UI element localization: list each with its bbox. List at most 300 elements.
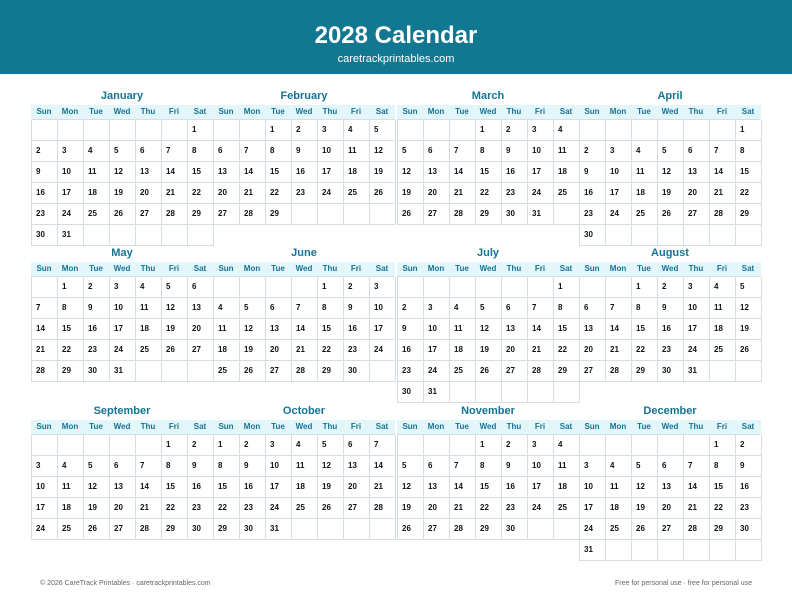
- weekday-label: Wed: [295, 107, 313, 116]
- day-cell: 13: [684, 162, 710, 183]
- weekday-label: Thu: [506, 264, 522, 273]
- day-cell: 3: [32, 456, 58, 477]
- empty-day-cell: [554, 519, 580, 540]
- empty-day-cell: [632, 540, 658, 561]
- day-cell: 3: [318, 120, 344, 141]
- empty-day-cell: [528, 277, 554, 298]
- empty-day-cell: [658, 435, 684, 456]
- day-cell: 29: [476, 519, 502, 540]
- day-cell: 22: [266, 183, 292, 204]
- day-cell: 3: [606, 141, 632, 162]
- day-cell: 12: [370, 141, 396, 162]
- empty-day-cell: [240, 120, 266, 141]
- weekday-label: Mon: [427, 107, 445, 116]
- day-cell: 7: [528, 298, 554, 319]
- day-cell: 25: [344, 183, 370, 204]
- day-cell: 2: [580, 141, 606, 162]
- day-cell: 21: [606, 340, 632, 361]
- day-cell: 6: [110, 456, 136, 477]
- empty-day-cell: [58, 120, 84, 141]
- empty-day-cell: [684, 120, 710, 141]
- day-cell: 18: [84, 183, 110, 204]
- weekday-header-row: [579, 105, 761, 119]
- weekday-label: Thu: [688, 422, 704, 431]
- weekday-label: Sun: [36, 107, 52, 116]
- month-title: February: [280, 90, 328, 102]
- day-cell: 2: [502, 120, 528, 141]
- day-cell: 11: [632, 162, 658, 183]
- weekday-label: Sun: [402, 422, 418, 431]
- weekday-header-row: [31, 262, 213, 276]
- day-cell: 13: [658, 477, 684, 498]
- day-cell: 11: [292, 456, 318, 477]
- day-cell: 28: [528, 361, 554, 382]
- empty-day-cell: [684, 225, 710, 246]
- day-cell: 13: [344, 456, 370, 477]
- day-cell: 11: [554, 456, 580, 477]
- empty-day-cell: [450, 435, 476, 456]
- day-cell: 4: [136, 277, 162, 298]
- day-cell: 17: [370, 319, 396, 340]
- weekday-label: Tue: [89, 264, 103, 273]
- weekday-label: Fri: [534, 264, 546, 273]
- empty-day-cell: [344, 519, 370, 540]
- weekday-header-row: [579, 420, 761, 434]
- day-cell: 23: [658, 340, 684, 361]
- day-cell: 17: [528, 162, 554, 183]
- day-cell: 16: [188, 477, 214, 498]
- day-cell: 1: [736, 120, 762, 141]
- weekday-label: Thu: [140, 422, 156, 431]
- weekday-label: Tue: [637, 264, 651, 273]
- weekday-label: Mon: [609, 422, 627, 431]
- day-cell: 24: [606, 204, 632, 225]
- month-march: [397, 87, 579, 225]
- weekday-label: Tue: [89, 107, 103, 116]
- weekday-label: Sun: [584, 264, 600, 273]
- day-cell: 16: [502, 162, 528, 183]
- day-cell: 20: [684, 183, 710, 204]
- day-cell: 26: [84, 519, 110, 540]
- day-cell: 3: [424, 298, 450, 319]
- day-cell: 12: [318, 456, 344, 477]
- day-cell: 5: [658, 141, 684, 162]
- day-cell: 18: [58, 498, 84, 519]
- day-cell: 24: [266, 498, 292, 519]
- day-cell: 7: [162, 141, 188, 162]
- day-cell: 25: [554, 498, 580, 519]
- weekday-label: Thu: [506, 422, 522, 431]
- day-cell: 20: [188, 319, 214, 340]
- day-cell: 31: [684, 361, 710, 382]
- day-cell: 29: [710, 519, 736, 540]
- day-cell: 15: [476, 162, 502, 183]
- day-cell: 19: [632, 498, 658, 519]
- empty-day-cell: [710, 361, 736, 382]
- empty-day-cell: [606, 277, 632, 298]
- weekday-label: Sun: [218, 422, 234, 431]
- month-title: April: [657, 90, 683, 102]
- day-cell: 20: [344, 477, 370, 498]
- weekday-label: Sun: [36, 422, 52, 431]
- day-cell: 12: [632, 477, 658, 498]
- weekday-header-row: [397, 105, 579, 119]
- page-subtitle: caretrackprintables.com: [337, 53, 455, 65]
- empty-day-cell: [736, 225, 762, 246]
- day-cell: 21: [32, 340, 58, 361]
- day-cell: 21: [528, 340, 554, 361]
- weekday-label: Sat: [559, 422, 573, 431]
- day-cell: 20: [580, 340, 606, 361]
- day-cell: 5: [736, 277, 762, 298]
- day-cell: 22: [318, 340, 344, 361]
- empty-day-cell: [214, 277, 240, 298]
- day-cell: 2: [32, 141, 58, 162]
- empty-day-cell: [214, 120, 240, 141]
- day-cell: 2: [188, 435, 214, 456]
- weekday-label: Tue: [637, 107, 651, 116]
- day-cell: 26: [370, 183, 396, 204]
- weekday-label: Mon: [427, 264, 445, 273]
- empty-day-cell: [84, 435, 110, 456]
- day-cell: 10: [528, 141, 554, 162]
- day-grid: [31, 276, 213, 382]
- day-cell: 7: [450, 141, 476, 162]
- day-cell: 17: [318, 162, 344, 183]
- day-cell: 8: [214, 456, 240, 477]
- day-cell: 24: [370, 340, 396, 361]
- day-cell: 6: [136, 141, 162, 162]
- empty-day-cell: [240, 277, 266, 298]
- empty-day-cell: [554, 382, 580, 403]
- weekday-label: Wed: [661, 422, 679, 431]
- day-cell: 11: [344, 141, 370, 162]
- day-cell: 8: [58, 298, 84, 319]
- empty-day-cell: [710, 225, 736, 246]
- day-cell: 14: [240, 162, 266, 183]
- day-cell: 14: [450, 162, 476, 183]
- day-cell: 12: [658, 162, 684, 183]
- day-cell: 15: [476, 477, 502, 498]
- day-cell: 27: [502, 361, 528, 382]
- weekday-label: Thu: [688, 107, 704, 116]
- day-cell: 22: [162, 498, 188, 519]
- empty-day-cell: [370, 204, 396, 225]
- weekday-label: Fri: [350, 422, 362, 431]
- weekday-label: Wed: [661, 264, 679, 273]
- month-title: December: [643, 405, 697, 417]
- day-cell: 15: [554, 319, 580, 340]
- day-cell: 13: [110, 477, 136, 498]
- day-cell: 18: [632, 183, 658, 204]
- day-grid: [213, 434, 395, 540]
- day-cell: 6: [188, 277, 214, 298]
- day-grid: [397, 119, 579, 225]
- month-title: August: [651, 247, 689, 259]
- day-cell: 26: [398, 519, 424, 540]
- day-cell: 17: [110, 319, 136, 340]
- day-cell: 11: [554, 141, 580, 162]
- day-cell: 1: [162, 435, 188, 456]
- day-cell: 18: [450, 340, 476, 361]
- weekday-label: Mon: [61, 264, 79, 273]
- day-cell: 17: [32, 498, 58, 519]
- day-cell: 30: [32, 225, 58, 246]
- day-cell: 7: [136, 456, 162, 477]
- weekday-label: Sat: [375, 422, 389, 431]
- day-cell: 10: [580, 477, 606, 498]
- day-cell: 28: [292, 361, 318, 382]
- day-cell: 9: [502, 456, 528, 477]
- day-cell: 27: [136, 204, 162, 225]
- day-cell: 2: [292, 120, 318, 141]
- month-december: [579, 402, 761, 561]
- day-cell: 22: [554, 340, 580, 361]
- day-cell: 16: [658, 319, 684, 340]
- day-cell: 30: [502, 204, 528, 225]
- day-cell: 19: [736, 319, 762, 340]
- month-september: [31, 402, 213, 540]
- day-cell: 26: [162, 340, 188, 361]
- day-cell: 21: [370, 477, 396, 498]
- weekday-label: Fri: [534, 422, 546, 431]
- day-cell: 27: [344, 498, 370, 519]
- empty-day-cell: [58, 435, 84, 456]
- weekday-label: Mon: [243, 107, 261, 116]
- empty-day-cell: [606, 540, 632, 561]
- day-cell: 29: [188, 204, 214, 225]
- day-cell: 25: [606, 519, 632, 540]
- empty-day-cell: [162, 225, 188, 246]
- weekday-label: Fri: [168, 422, 180, 431]
- weekday-label: Wed: [113, 422, 131, 431]
- day-cell: 23: [502, 183, 528, 204]
- day-cell: 26: [110, 204, 136, 225]
- weekday-label: Fri: [534, 107, 546, 116]
- month-title: July: [476, 247, 499, 259]
- day-cell: 4: [554, 435, 580, 456]
- day-cell: 15: [710, 477, 736, 498]
- weekday-header-row: [579, 262, 761, 276]
- empty-day-cell: [398, 435, 424, 456]
- weekday-label: Sat: [193, 107, 207, 116]
- day-cell: 2: [398, 298, 424, 319]
- day-cell: 26: [398, 204, 424, 225]
- empty-day-cell: [632, 435, 658, 456]
- day-cell: 19: [318, 477, 344, 498]
- day-cell: 30: [240, 519, 266, 540]
- weekday-label: Wed: [479, 107, 497, 116]
- weekday-label: Mon: [609, 107, 627, 116]
- day-grid: [31, 434, 213, 540]
- weekday-label: Sun: [584, 107, 600, 116]
- weekday-label: Fri: [716, 107, 728, 116]
- weekday-label: Thu: [322, 264, 338, 273]
- day-cell: 29: [632, 361, 658, 382]
- day-cell: 4: [58, 456, 84, 477]
- day-cell: 25: [84, 204, 110, 225]
- empty-day-cell: [292, 519, 318, 540]
- day-cell: 24: [424, 361, 450, 382]
- weekday-label: Sat: [741, 422, 755, 431]
- day-cell: 5: [318, 435, 344, 456]
- day-cell: 9: [502, 141, 528, 162]
- day-cell: 27: [684, 204, 710, 225]
- weekday-label: Mon: [609, 264, 627, 273]
- footer-license: Free for personal use · free for personal use: [615, 580, 752, 587]
- day-cell: 10: [266, 456, 292, 477]
- day-cell: 12: [240, 319, 266, 340]
- weekday-label: Fri: [168, 107, 180, 116]
- empty-day-cell: [318, 204, 344, 225]
- weekday-header-row: [213, 262, 395, 276]
- day-cell: 26: [318, 498, 344, 519]
- weekday-label: Tue: [271, 107, 285, 116]
- month-title: September: [93, 405, 151, 417]
- day-cell: 10: [32, 477, 58, 498]
- month-april: [579, 87, 761, 246]
- day-cell: 18: [554, 477, 580, 498]
- day-cell: 28: [240, 204, 266, 225]
- day-cell: 12: [476, 319, 502, 340]
- day-cell: 7: [370, 435, 396, 456]
- empty-day-cell: [424, 435, 450, 456]
- day-cell: 10: [58, 162, 84, 183]
- empty-day-cell: [188, 361, 214, 382]
- weekday-header-row: [213, 420, 395, 434]
- empty-day-cell: [136, 435, 162, 456]
- day-cell: 31: [528, 204, 554, 225]
- weekday-header-row: [31, 105, 213, 119]
- day-cell: 9: [344, 298, 370, 319]
- weekday-label: Sat: [741, 264, 755, 273]
- day-cell: 13: [424, 162, 450, 183]
- empty-day-cell: [370, 361, 396, 382]
- day-cell: 24: [318, 183, 344, 204]
- day-cell: 16: [736, 477, 762, 498]
- month-august: [579, 244, 761, 382]
- empty-day-cell: [658, 120, 684, 141]
- day-cell: 9: [398, 319, 424, 340]
- day-cell: 1: [476, 435, 502, 456]
- day-cell: 24: [528, 498, 554, 519]
- day-cell: 15: [266, 162, 292, 183]
- day-grid: [579, 276, 761, 382]
- day-cell: 10: [528, 456, 554, 477]
- empty-day-cell: [710, 120, 736, 141]
- day-cell: 20: [424, 183, 450, 204]
- empty-day-cell: [292, 277, 318, 298]
- day-cell: 20: [658, 498, 684, 519]
- day-cell: 12: [84, 477, 110, 498]
- weekday-label: Thu: [140, 107, 156, 116]
- day-cell: 17: [684, 319, 710, 340]
- day-cell: 24: [32, 519, 58, 540]
- empty-day-cell: [136, 120, 162, 141]
- empty-day-cell: [292, 204, 318, 225]
- empty-day-cell: [424, 277, 450, 298]
- day-cell: 7: [292, 298, 318, 319]
- month-july: [397, 244, 579, 403]
- month-title: March: [471, 90, 505, 102]
- weekday-label: Mon: [243, 422, 261, 431]
- weekday-label: Wed: [113, 264, 131, 273]
- day-cell: 2: [736, 435, 762, 456]
- weekday-label: Mon: [61, 107, 79, 116]
- day-cell: 8: [162, 456, 188, 477]
- empty-day-cell: [136, 361, 162, 382]
- day-cell: 20: [110, 498, 136, 519]
- day-cell: 20: [502, 340, 528, 361]
- day-cell: 18: [214, 340, 240, 361]
- day-cell: 24: [528, 183, 554, 204]
- day-cell: 6: [684, 141, 710, 162]
- day-cell: 3: [684, 277, 710, 298]
- weekday-label: Thu: [688, 264, 704, 273]
- weekday-label: Sun: [36, 264, 52, 273]
- weekday-label: Fri: [350, 264, 362, 273]
- day-cell: 14: [606, 319, 632, 340]
- day-cell: 4: [214, 298, 240, 319]
- day-cell: 20: [136, 183, 162, 204]
- day-cell: 5: [632, 456, 658, 477]
- day-cell: 27: [424, 519, 450, 540]
- day-cell: 17: [424, 340, 450, 361]
- day-cell: 18: [344, 162, 370, 183]
- day-cell: 3: [528, 435, 554, 456]
- day-cell: 27: [266, 361, 292, 382]
- day-cell: 24: [684, 340, 710, 361]
- empty-day-cell: [606, 120, 632, 141]
- day-cell: 11: [710, 298, 736, 319]
- empty-day-cell: [736, 540, 762, 561]
- day-cell: 12: [398, 162, 424, 183]
- day-cell: 27: [580, 361, 606, 382]
- month-june: [213, 244, 395, 382]
- day-cell: 1: [266, 120, 292, 141]
- weekday-label: Wed: [479, 264, 497, 273]
- day-cell: 22: [476, 183, 502, 204]
- day-cell: 8: [632, 298, 658, 319]
- day-grid: [213, 276, 395, 382]
- day-cell: 11: [214, 319, 240, 340]
- month-october: [213, 402, 395, 540]
- day-cell: 4: [710, 277, 736, 298]
- day-cell: 1: [632, 277, 658, 298]
- day-cell: 23: [502, 498, 528, 519]
- day-cell: 12: [736, 298, 762, 319]
- day-cell: 10: [110, 298, 136, 319]
- day-cell: 6: [424, 456, 450, 477]
- day-cell: 20: [424, 498, 450, 519]
- day-cell: 4: [632, 141, 658, 162]
- day-cell: 19: [110, 183, 136, 204]
- empty-day-cell: [450, 382, 476, 403]
- day-cell: 25: [214, 361, 240, 382]
- day-cell: 6: [502, 298, 528, 319]
- weekday-label: Sat: [375, 107, 389, 116]
- day-cell: 25: [58, 519, 84, 540]
- day-cell: 8: [476, 141, 502, 162]
- day-cell: 26: [240, 361, 266, 382]
- day-cell: 13: [502, 319, 528, 340]
- day-cell: 20: [266, 340, 292, 361]
- weekday-label: Sun: [218, 107, 234, 116]
- day-cell: 3: [580, 456, 606, 477]
- empty-day-cell: [398, 277, 424, 298]
- empty-day-cell: [736, 361, 762, 382]
- day-cell: 2: [502, 435, 528, 456]
